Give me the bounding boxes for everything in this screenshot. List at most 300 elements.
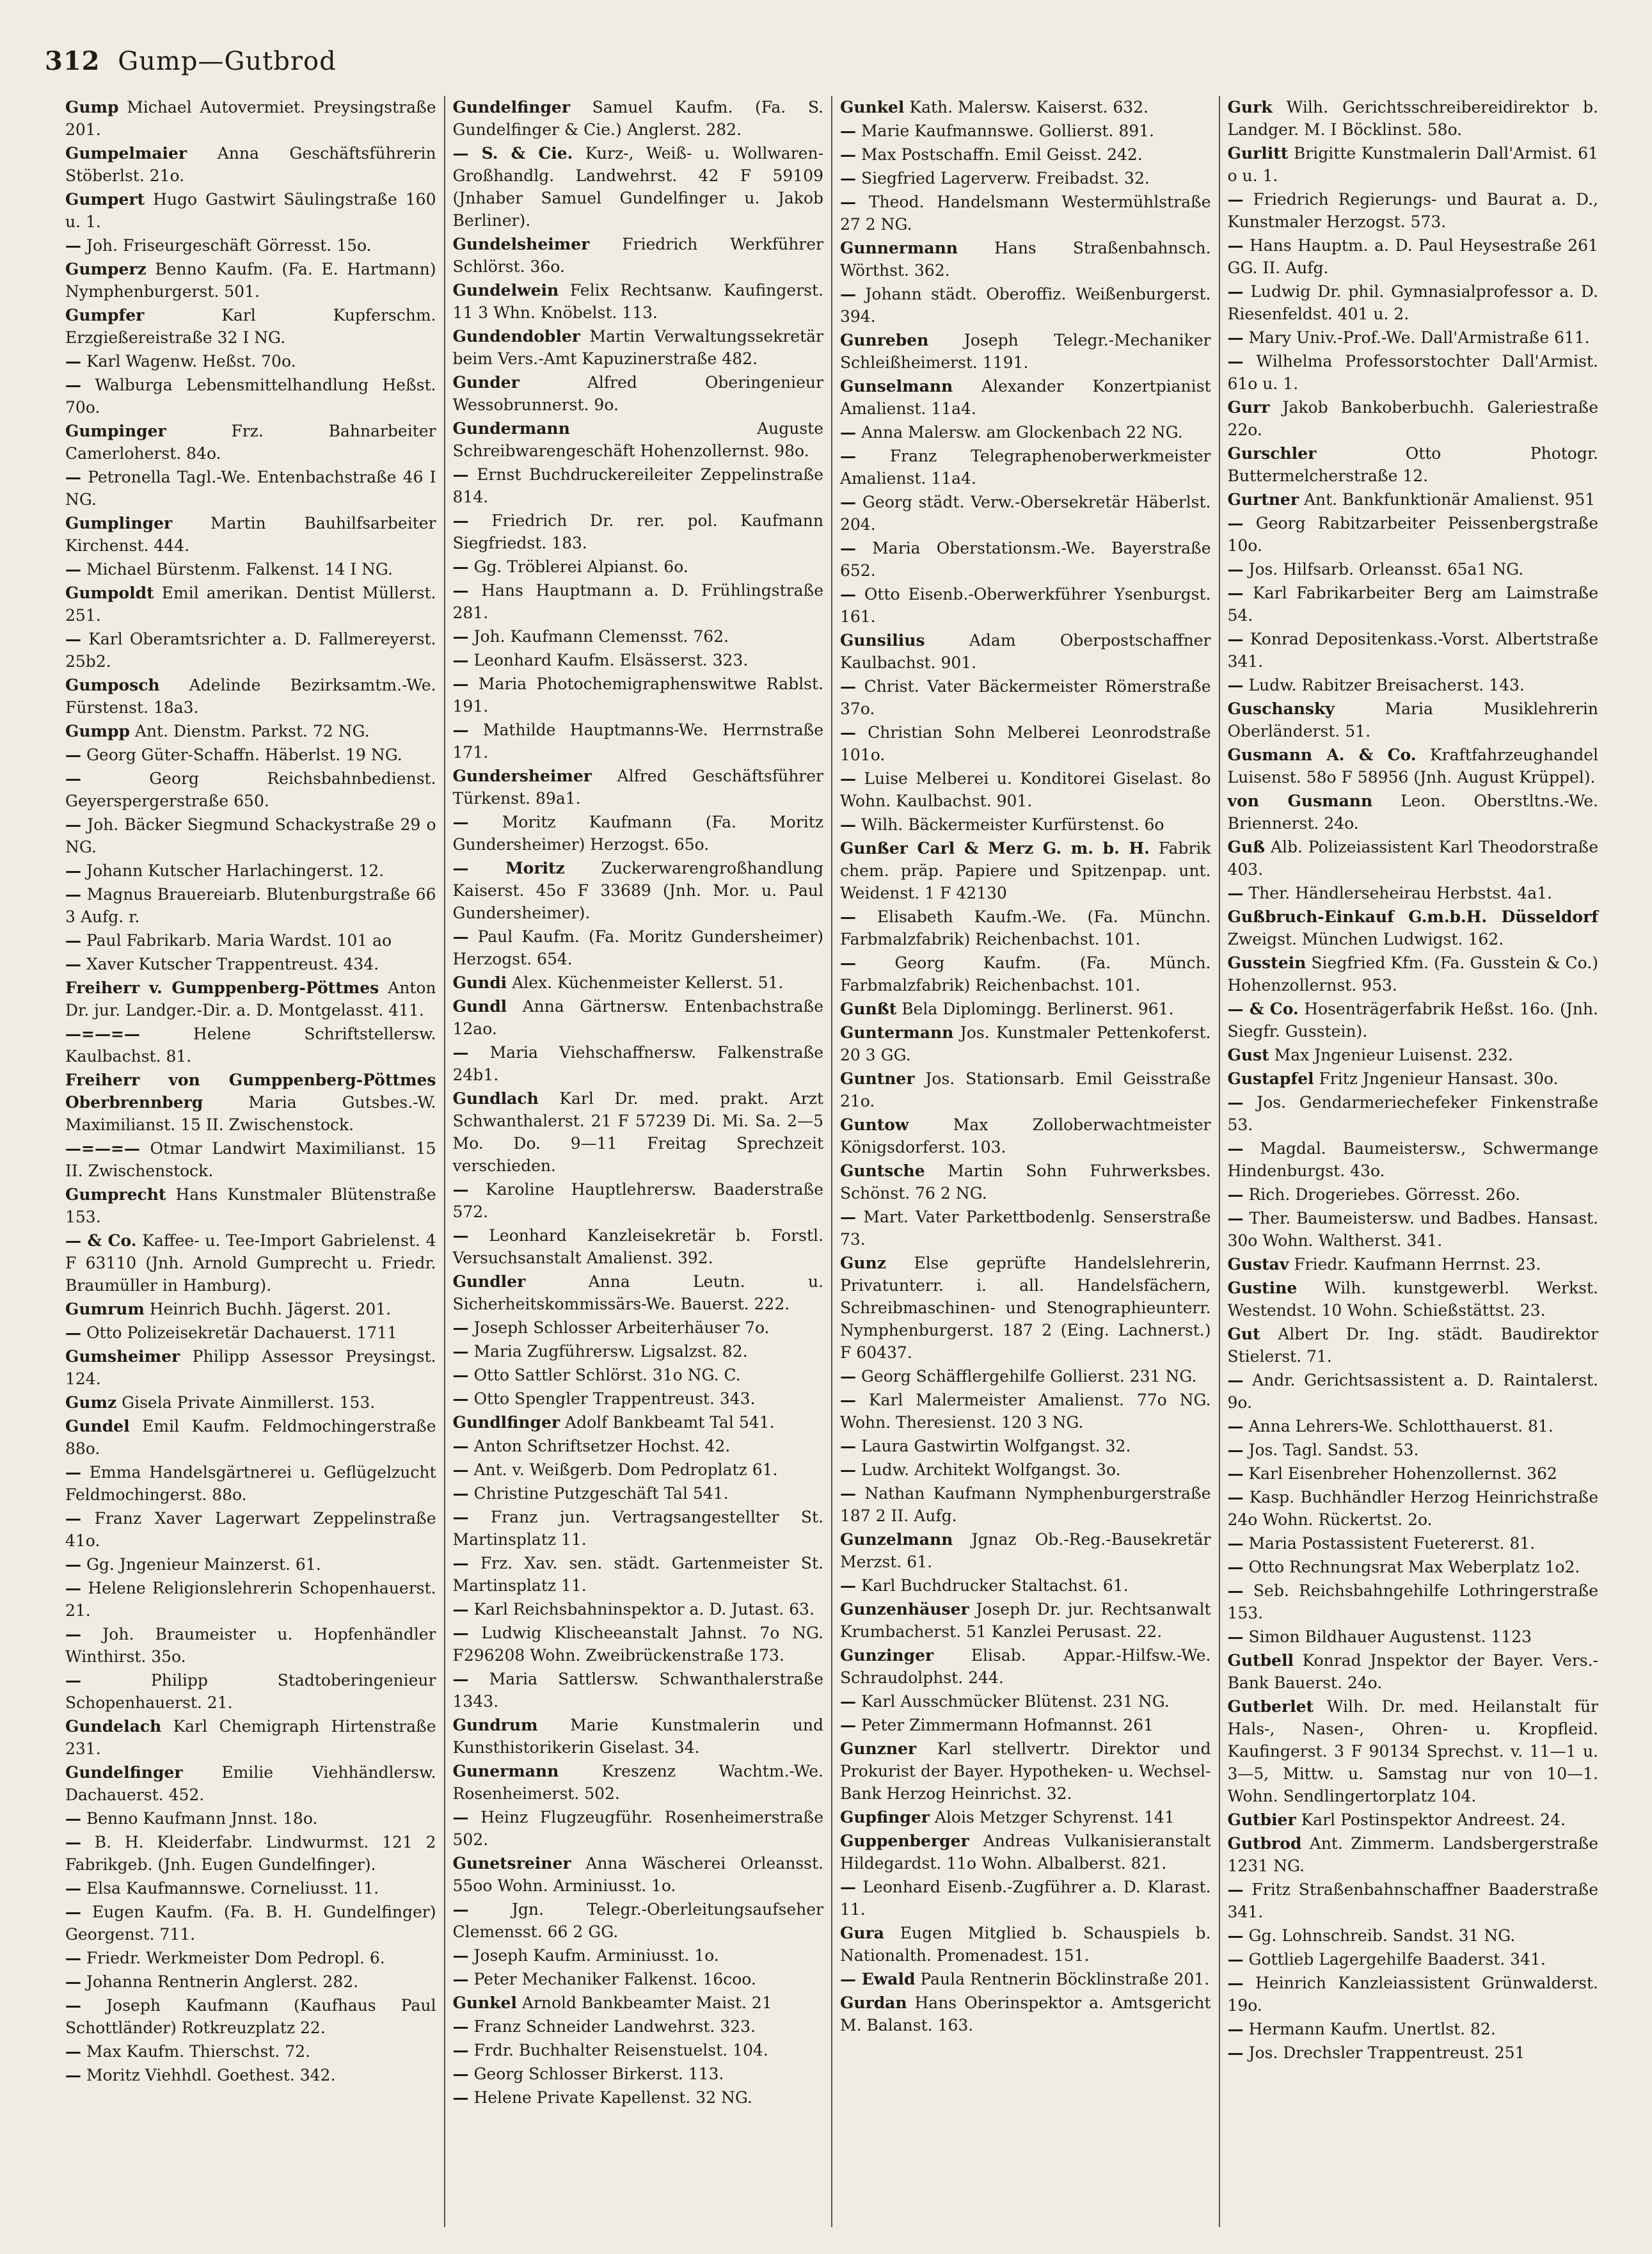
entry-text: Auguste Schreibwarengeschäft Hohenzollernst. 98o. <box>452 419 823 460</box>
directory-entry <box>840 191 1211 236</box>
entry-text: Maria Gutsbes.-W. Maximilianst. 15 II. Zwischenstock. <box>65 1093 436 1134</box>
entry-name: Gundl <box>452 997 507 1016</box>
entry-text: Alois Metzger Schyrenst. 141 <box>934 1808 1175 1826</box>
entry-text: Georg Schlosser Birkerst. 113. <box>473 2065 724 2083</box>
entry-name: — <box>840 907 856 926</box>
entry-text: Elisabeth Kaufm.-We. (Fa. Münchn. Farbmalzfabrik) Reichenbachst. 101. <box>840 907 1211 948</box>
directory-entry <box>453 1760 824 1805</box>
directory-entry <box>453 509 824 554</box>
entry-name: Gura <box>840 1924 884 1942</box>
entry-name: — <box>840 1576 856 1595</box>
entry-name: — <box>840 1391 856 1409</box>
directory-entry <box>65 350 436 372</box>
entry-text: Anton Schriftsetzer Hochst. 42. <box>473 1437 731 1455</box>
column-4 <box>1220 96 1607 2227</box>
entry-name: — Moritz <box>452 859 565 877</box>
directory-entry <box>453 417 824 462</box>
directory-entry <box>453 1714 824 1759</box>
entry-name: — <box>452 465 469 484</box>
directory-entry <box>453 1270 824 1315</box>
entry-name: Gundendobler <box>452 327 580 346</box>
page-title: Gump—Gutbrod <box>118 47 337 76</box>
entry-text: Emma Handelsgärtnerei u. Geflügelzucht Feldmochingerst. 88o. <box>65 1463 436 1504</box>
entry-name: — <box>1227 514 1244 532</box>
entry-text: Mary Univ.-Prof.-We. Dall'Armistraße 611. <box>1248 328 1590 347</box>
entry-name: — <box>65 352 81 371</box>
entry-text: Joseph Telegr.-Mechaniker Schleißheimerst. 1191. <box>840 331 1211 372</box>
entry-name: — <box>452 1180 469 1199</box>
entry-name: — <box>1227 1534 1244 1553</box>
entry-text: Otto Rechnungsrat Max Weberplatz 1o2. <box>1248 1558 1580 1576</box>
entry-name: Gundelwein <box>452 281 559 300</box>
directory-entry <box>1228 1809 1599 1831</box>
directory-entry <box>453 463 824 508</box>
entry-name: — <box>65 1903 81 1921</box>
directory-entry <box>65 1461 436 1506</box>
directory-entry <box>453 1316 824 1339</box>
directory-entry <box>1228 1415 1599 1437</box>
entry-name: — <box>65 1555 81 1574</box>
directory-entry <box>840 1206 1211 1251</box>
directory-entry <box>1228 882 1599 904</box>
entry-text: Joh. Friseurgeschäft Görresst. 15o. <box>86 236 372 255</box>
entry-name: — <box>1227 1488 1244 1507</box>
directory-entry <box>65 258 436 303</box>
entry-text: Christian Sohn Melberei Leonrodstraße 101o. <box>840 723 1211 764</box>
entry-text: Joseph Dr. jur. Rechtsanwalt Krumbacherst. 51 Kanzlei Perusast. 22. <box>840 1600 1211 1641</box>
entry-text: Ant. Zimmerm. Landsbergerstraße 1231 NG. <box>1227 1834 1598 1875</box>
entry-text: Magnus Brauereiarb. Blutenburgstraße 66 3 Aufg. r. <box>65 885 436 926</box>
entry-name: — <box>1227 2043 1244 2062</box>
directory-entry <box>453 233 824 278</box>
entry-name: Guppenberger <box>840 1832 969 1850</box>
entry-name: Gunetsreiner <box>452 1854 571 1873</box>
entry-name: — <box>1227 2020 1244 2038</box>
entry-text: Maria Sattlersw. Schwanthalerstraße 1343. <box>452 1670 823 1711</box>
directory-entry <box>65 744 436 766</box>
entry-name: — <box>1227 1974 1244 1992</box>
entry-text: Alex. Küchenmeister Kellerst. 51. <box>512 973 784 992</box>
entry-text: Nathan Kaufmann Nymphenburgerstraße 187 2 II. Aufg. <box>840 1484 1211 1525</box>
entry-name: Gust <box>1227 1046 1269 1064</box>
entry-text: Franz Schneider Landwehrst. 323. <box>473 2017 756 2036</box>
entry-name: — <box>65 1996 81 2015</box>
directory-entry <box>840 1389 1211 1434</box>
entry-name: Gundermann <box>452 419 570 438</box>
directory-entry <box>1228 1832 1599 1877</box>
directory-entry <box>65 1831 436 1876</box>
entry-text: Georg Reichsbahnbedienst. Geyerspergerstraße 650. <box>65 769 436 810</box>
column-3 <box>832 96 1220 2227</box>
directory-entry <box>1228 1556 1599 1578</box>
directory-entry <box>65 1669 436 1714</box>
entry-name: — <box>452 1484 469 1503</box>
directory-entry <box>65 883 436 928</box>
entry-text: Friedrich Dr. rer. pol. Kaufmann Siegfriedst. 183. <box>452 511 823 552</box>
entry-text: Martin Bauhilfsarbeiter Kirchenst. 444. <box>65 514 436 555</box>
directory-entry <box>453 1506 824 1551</box>
entry-name: Gustav <box>1227 1255 1289 1274</box>
entry-text: Frdr. Buchhalter Reisenstuelst. 104. <box>473 2041 768 2059</box>
entry-name: Gunzenhäuser <box>840 1600 969 1619</box>
directory-entry <box>840 167 1211 189</box>
entry-text: Michael Bürstenm. Falkenst. 14 I NG. <box>86 560 393 579</box>
directory-entry <box>840 537 1211 582</box>
entry-text: Albert Dr. Ing. städt. Baudirektor Stielerst. 71. <box>1227 1325 1598 1366</box>
directory-entry <box>453 2063 824 2085</box>
directory-entry <box>65 1715 436 1760</box>
directory-entry <box>453 579 824 624</box>
entry-text: Kasp. Buchhändler Herzog Heinrichstraße 24o Wohn. Rückertst. 2o. <box>1227 1488 1598 1529</box>
entry-name: — <box>1227 1558 1244 1576</box>
entry-text: Hugo Gastwirt Säulingstraße 160 u. 1. <box>65 190 436 231</box>
entry-name: Gurk <box>1227 98 1273 116</box>
entry-name: Gumz <box>65 1393 117 1412</box>
directory-entry <box>840 1968 1211 1990</box>
entry-name: Gundlfinger <box>452 1413 560 1432</box>
directory-entry <box>840 1528 1211 1573</box>
entry-name: — <box>840 1208 856 1226</box>
directory-entry <box>840 998 1211 1020</box>
entry-name: Gutbell <box>1227 1651 1294 1670</box>
entry-text: Magdal. Baumeistersw., Schwermange Hindenburgst. 43o. <box>1227 1139 1598 1180</box>
entry-text: Seb. Reichsbahngehilfe Lothringerstraße 153. <box>1227 1581 1598 1622</box>
directory-entry <box>453 649 824 671</box>
entry-name: — <box>65 769 81 788</box>
entry-name: — <box>65 560 81 579</box>
entry-text: Karl Dr. med. prakt. Arzt Schwanthalerst. 21 F 57239 Di. Mi. Sa. 2—5 Mo. Do. 9—11 Freitag Sprechzeit verschieden. <box>452 1089 823 1175</box>
directory-entry <box>840 1160 1211 1204</box>
entry-name: Gundelsheimer <box>452 235 590 253</box>
entry-text: Georg Schäfflergehilfe Gollierst. 231 NG. <box>861 1367 1197 1386</box>
entry-name: — <box>840 1716 856 1734</box>
entry-name: Gumprecht <box>65 1185 166 1204</box>
entry-text: Kreszenz Wachtm.-We. Rosenheimerst. 502. <box>452 1762 823 1803</box>
entry-name: Gunermann <box>452 1762 559 1780</box>
directory-entry <box>1228 1579 1599 1624</box>
directory-entry <box>840 1806 1211 1828</box>
directory-entry <box>1228 952 1599 996</box>
directory-entry <box>65 1901 436 1946</box>
entry-name: — <box>452 2041 469 2059</box>
entry-text: Gg. Tröblerei Alpianst. 6o. <box>473 557 688 576</box>
entry-text: Frz. Bahnarbeiter Camerloherst. 84o. <box>65 422 436 463</box>
entry-text: Joseph Kaufmann (Kaufhaus Paul Schottländer) Rotkreuzplatz 22. <box>65 1996 436 2037</box>
entry-name: Gußbruch-Einkauf G.m.b.H. Düsseldorf <box>1227 907 1598 926</box>
directory-entry <box>840 283 1211 328</box>
entry-name: Gundelach <box>65 1717 162 1736</box>
entry-text: Max Postschaffn. Emil Geisst. 242. <box>861 145 1143 164</box>
entry-text: Jos. Kunstmaler Pettenkoferst. 20 3 GG. <box>840 1023 1211 1064</box>
entry-text: Hans Kunstmaler Blütenstraße 153. <box>65 1185 436 1226</box>
directory-entry <box>453 1041 824 1086</box>
directory-entry <box>1228 396 1599 441</box>
entry-name: — <box>452 721 469 739</box>
directory-entry <box>65 1947 436 1969</box>
entry-text: Rich. Drogeriebes. Görresst. 26o. <box>1248 1185 1521 1204</box>
entry-name: Gundi <box>452 973 507 992</box>
entry-name: — <box>1227 352 1244 371</box>
entry-name: Guntermann <box>840 1023 954 1042</box>
entry-text: Andreas Vulkanisieranstalt Hildegardst. 11o Wohn. Albalberst. 821. <box>840 1832 1211 1873</box>
directory-entry <box>840 583 1211 628</box>
entry-name: — <box>452 627 469 646</box>
entry-text: Leonhard Kaufm. Elsässerst. 323. <box>473 651 749 669</box>
entry-text: Heinrich Buchh. Jägerst. 201. <box>149 1300 392 1318</box>
entry-name: Gundelfinger <box>65 1763 183 1782</box>
entry-name: — <box>1227 282 1244 301</box>
directory-entry <box>1228 2018 1599 2040</box>
entry-name: Gunzner <box>840 1739 917 1758</box>
entry-name: — <box>840 285 856 303</box>
entry-text: Mart. Vater Parkettbodenlg. Senserstraße 73. <box>840 1208 1211 1249</box>
entry-name: — <box>452 1600 469 1619</box>
entry-text: Konrad Jnspektor der Bayer. Vers.-Bank Bauerst. 24o. <box>1227 1651 1599 1692</box>
entry-text: Ant. v. Weißgerb. Dom Pedroplatz 61. <box>473 1460 778 1479</box>
entry-name: — <box>65 861 81 880</box>
entry-name: — Ewald <box>840 1970 916 1988</box>
directory-entry <box>840 629 1211 674</box>
entry-name: Gundrum <box>452 1716 538 1734</box>
entry-text: Karl Ausschmücker Blütenst. 231 NG. <box>861 1692 1170 1711</box>
entry-text: Felix Rechtsanw. Kaufingerst. 11 3 Whn. Knöbelst. 113. <box>452 281 823 322</box>
entry-text: Joh. Bäcker Siegmund Schackystraße 29 o NG. <box>65 815 436 856</box>
entry-text: Karl stellvertr. Direktor und Prokurist der Bayer. Hypotheken- u. Wechsel-Bank Herzog Heinrichst. 32. <box>840 1739 1211 1803</box>
entry-text: Konrad Depositenkass.-Vorst. Albertstraße 341. <box>1227 630 1598 671</box>
directory-entry <box>65 2064 436 2086</box>
entry-text: Karl Malermeister Amalienst. 77o NG. Wohn. Theresienst. 120 3 NG. <box>840 1391 1211 1432</box>
entry-text: Karl Wagenw. Heßst. 70o. <box>86 352 296 371</box>
directory-entry <box>1228 234 1599 279</box>
entry-text: Anna Leutn. u. Sicherheitskommissärs-We. Bauerst. 222. <box>452 1272 823 1313</box>
entry-text: Ant. Bankfunktionär Amalienst. 951 <box>1303 490 1596 509</box>
entry-text: Zuckerwarengroßhandlung Kaiserst. 45o F 33689 (Jnh. Mor. u. Paul Gundersheimer). <box>452 859 823 922</box>
entry-text: Siegfried Kfm. (Fa. Gusstein & Co.) Hohenzollernst. 953. <box>1227 954 1598 995</box>
directory-entry <box>453 1459 824 1481</box>
entry-name: — <box>1227 1371 1244 1389</box>
directory-entry <box>840 952 1211 996</box>
entry-text: Emil Kaufm. Feldmochingerstraße 88o. <box>65 1417 436 1458</box>
directory-entry <box>840 1067 1211 1112</box>
entry-text: Friedr. Werkmeister Dom Pedropl. 6. <box>86 1949 385 1967</box>
entry-text: Karl Kupferschm. Erzgießereistraße 32 I NG. <box>65 306 436 347</box>
entry-name: — <box>1227 560 1244 579</box>
entry-name: Gumperz <box>65 260 147 278</box>
entry-text: Gg. Lohnschreib. Sandst. 31 NG. <box>1248 1926 1516 1945</box>
entry-text: Ernst Buchdruckereileiter Zeppelinstraße 814. <box>452 465 823 506</box>
entry-text: Brigitte Kunstmalerin Dall'Armist. 61 o u. 1. <box>1227 144 1598 185</box>
entry-name: — <box>1227 884 1244 902</box>
entry-name: Gumsheimer <box>65 1347 180 1366</box>
entry-name: — <box>1227 630 1244 648</box>
directory-entry <box>1228 1439 1599 1461</box>
entry-name: Gumpfer <box>65 306 145 324</box>
directory-entry <box>840 1114 1211 1158</box>
entry-text: Maria Postassistent Fuetererst. 81. <box>1248 1534 1536 1553</box>
entry-name: — <box>65 1833 81 1851</box>
entry-text: Adolf Bankbeamt Tal 541. <box>565 1413 775 1432</box>
directory-entry <box>453 325 824 370</box>
entry-text: Elsa Kaufmannswe. Corneliusst. 11. <box>86 1879 379 1898</box>
entry-name: — <box>1227 584 1244 602</box>
entry-text: Karl Postinspektor Andreest. 24. <box>1301 1810 1566 1829</box>
entry-name: — <box>65 955 81 973</box>
directory-entry <box>453 1968 824 1990</box>
directory-entry <box>65 188 436 233</box>
directory-entry <box>65 2040 436 2063</box>
directory-entry <box>453 995 824 1040</box>
entry-name: — <box>1227 328 1244 347</box>
entry-text: Jos. Hilfsarb. Orleansst. 65a1 NG. <box>1248 560 1524 579</box>
entry-name: Gutbrod <box>1227 1834 1302 1853</box>
directory-entry <box>65 1183 436 1228</box>
directory-entry <box>453 925 824 970</box>
entry-text: Alfred Geschäftsführer Türkenst. 89a1. <box>452 767 823 808</box>
entry-name: Gunsilius <box>840 631 925 650</box>
entry-text: Leon. Oberstltns.-We. Briennerst. 24o. <box>1227 792 1599 833</box>
entry-text: Friedrich Werkführer Schlörst. 36o. <box>452 235 823 276</box>
directory-entry <box>840 1435 1211 1457</box>
entry-text: Zweigst. München Ludwigst. 162. <box>1227 930 1504 948</box>
entry-text: Hans Oberinspektor a. Amtsgericht M. Balanst. 163. <box>840 1994 1211 2034</box>
entry-name: — <box>1227 1139 1244 1158</box>
entry-text: Johann Kutscher Harlachingerst. 12. <box>86 861 385 880</box>
directory-entry <box>65 1391 436 1414</box>
entry-text: Eugen Kaufm. (Fa. B. H. Gundelfinger) Georgenst. 711. <box>65 1903 436 1944</box>
directory-entry <box>840 1876 1211 1921</box>
directory-entry <box>840 329 1211 374</box>
entry-name: Gunkel <box>452 1994 517 2012</box>
directory-entry <box>1228 744 1599 788</box>
directory-entry <box>840 491 1211 536</box>
directory-entry <box>453 1178 824 1223</box>
entry-name: —=—=— <box>65 1139 140 1158</box>
directory-entry <box>1228 442 1599 487</box>
entry-name: Gumpoldt <box>65 584 154 602</box>
entry-name: — <box>840 193 856 211</box>
entry-text: Gisela Private Ainmillerst. 153. <box>122 1393 376 1412</box>
entry-name: Gut <box>1227 1325 1260 1343</box>
entry-text: Otmar Landwirt Maximilianst. 15 II. Zwischenstock. <box>65 1139 436 1180</box>
entry-name: — <box>452 1970 469 1988</box>
directory-entry <box>65 1415 436 1460</box>
entry-text: Frz. Xav. sen. städt. Gartenmeister St. Martinsplatz 11. <box>452 1554 823 1595</box>
entry-name: — <box>452 1043 469 1062</box>
entry-text: Helene Religionslehrerin Schopenhauerst. 21. <box>65 1579 436 1620</box>
directory-entry <box>840 837 1211 904</box>
entry-text: Jos. Drechsler Trappentreust. 251 <box>1248 2043 1525 2062</box>
directory-entry <box>65 558 436 580</box>
entry-name: von Gusmann <box>1227 792 1373 810</box>
directory-entry <box>840 1598 1211 1643</box>
entry-name: — <box>840 815 856 834</box>
directory-entry <box>1228 1277 1599 1322</box>
entry-text: Jgnaz Ob.-Reg.-Bausekretär Merzst. 61. <box>840 1530 1211 1571</box>
entry-name: — <box>1227 1441 1244 1459</box>
directory-entry <box>453 719 824 763</box>
column-2 <box>445 96 833 2227</box>
entry-name: — <box>840 145 856 164</box>
directory-entry <box>840 1252 1211 1364</box>
entry-text: Maria Musiklehrerin Oberländerst. 51. <box>1227 699 1598 740</box>
entry-name: — <box>65 1323 81 1342</box>
entry-text: Jos. Tagl. Sandst. 53. <box>1248 1441 1419 1459</box>
entry-text: Jgn. Telegr.-Oberleitungsaufseher Clemensst. 66 2 GG. <box>452 1900 823 1941</box>
entry-name: — <box>452 1226 469 1245</box>
directory-entry <box>453 1435 824 1457</box>
entry-name: Gusmann A. & Co. <box>1227 746 1417 764</box>
page-number: 312 <box>45 46 100 76</box>
entry-name: — <box>1227 1880 1244 1899</box>
entry-name: Gumpert <box>65 190 145 209</box>
entry-name: — <box>452 1342 469 1361</box>
directory-entry <box>65 1069 436 1136</box>
directory-entry <box>65 953 436 975</box>
entry-name: — <box>65 1809 81 1828</box>
entry-name: — <box>840 423 856 442</box>
entry-text: Karl Eisenbreher Hohenzollernst. 362 <box>1248 1464 1557 1483</box>
directory-entry <box>453 673 824 717</box>
directory-entry <box>1228 1924 1599 1947</box>
directory-entry <box>65 929 436 952</box>
entry-text: Adelinde Bezirksamtm.-We. Fürstenst. 18a3. <box>65 676 436 717</box>
entry-text: Philipp Stadtoberingenieur Schopenhauerst. 21. <box>65 1671 436 1712</box>
directory-entry <box>453 857 824 924</box>
directory-entry <box>65 1023 436 1067</box>
directory-entry <box>1228 1369 1599 1414</box>
directory-entry <box>65 512 436 557</box>
entry-name: — <box>1227 190 1244 209</box>
entry-name: Gunnermann <box>840 239 958 257</box>
entry-name: — <box>840 1692 856 1711</box>
entry-text: Moritz Kaufmann (Fa. Moritz Gundersheimer) Herzogst. 65o. <box>452 813 823 854</box>
directory-entry <box>453 1387 824 1410</box>
entry-text: Petronella Tagl.-We. Entenbachstraße 46 I NG. <box>65 468 436 509</box>
entry-text: Ludw. Rabitzer Breisacherst. 143. <box>1248 676 1525 694</box>
directory-entry <box>453 1482 824 1505</box>
directory-entry <box>65 1877 436 1899</box>
entry-name: Gumrum <box>65 1300 145 1318</box>
entry-text: Otto Sattler Schlörst. 31o NG. C. <box>473 1366 741 1384</box>
entry-text: Friedrich Regierungs- und Baurat a. D., Kunstmaler Herzogst. 573. <box>1227 190 1598 231</box>
entry-name: Freiherr v. Gumppenberg-Pöttmes <box>65 979 379 997</box>
directory-entry <box>453 96 824 141</box>
entry-name: — <box>65 746 81 764</box>
directory-entry <box>65 1577 436 1622</box>
directory-entry <box>1228 1044 1599 1066</box>
directory-entry <box>840 1992 1211 2036</box>
entry-text: Arnold Bankbeamter Maist. 21 <box>521 1994 772 2012</box>
entry-text: Alfred Oberingenieur Wessobrunnerst. 9o. <box>452 373 823 414</box>
entry-name: — <box>65 1509 81 1528</box>
entry-name: Gumpelmaier <box>65 144 187 163</box>
entry-name: Gundelfinger <box>452 98 570 116</box>
entry-name: Gurlitt <box>1227 144 1289 163</box>
entry-text: Otto Spengler Trappentreust. 343. <box>473 1389 756 1408</box>
entry-name: — <box>65 1625 81 1643</box>
entry-text: Alb. Polizeiassistent Karl Theodorstraße 403. <box>1227 838 1598 879</box>
directory-columns <box>58 96 1606 2227</box>
entry-name: — <box>65 815 81 834</box>
entry-text: Ther. Baumeistersw. und Badbes. Hansast. 30o Wohn. Waltherst. 341. <box>1227 1209 1599 1250</box>
directory-entry <box>453 556 824 578</box>
entry-text: Anna Gärtnersw. Entenbachstraße 12ao. <box>452 997 824 1038</box>
directory-entry <box>1228 1323 1599 1368</box>
entry-text: Heinz Flugzeugführ. Rosenheimerstraße 502. <box>452 1808 823 1849</box>
directory-entry <box>453 1622 824 1667</box>
entry-name: — <box>840 539 856 557</box>
directory-entry <box>1228 558 1599 580</box>
